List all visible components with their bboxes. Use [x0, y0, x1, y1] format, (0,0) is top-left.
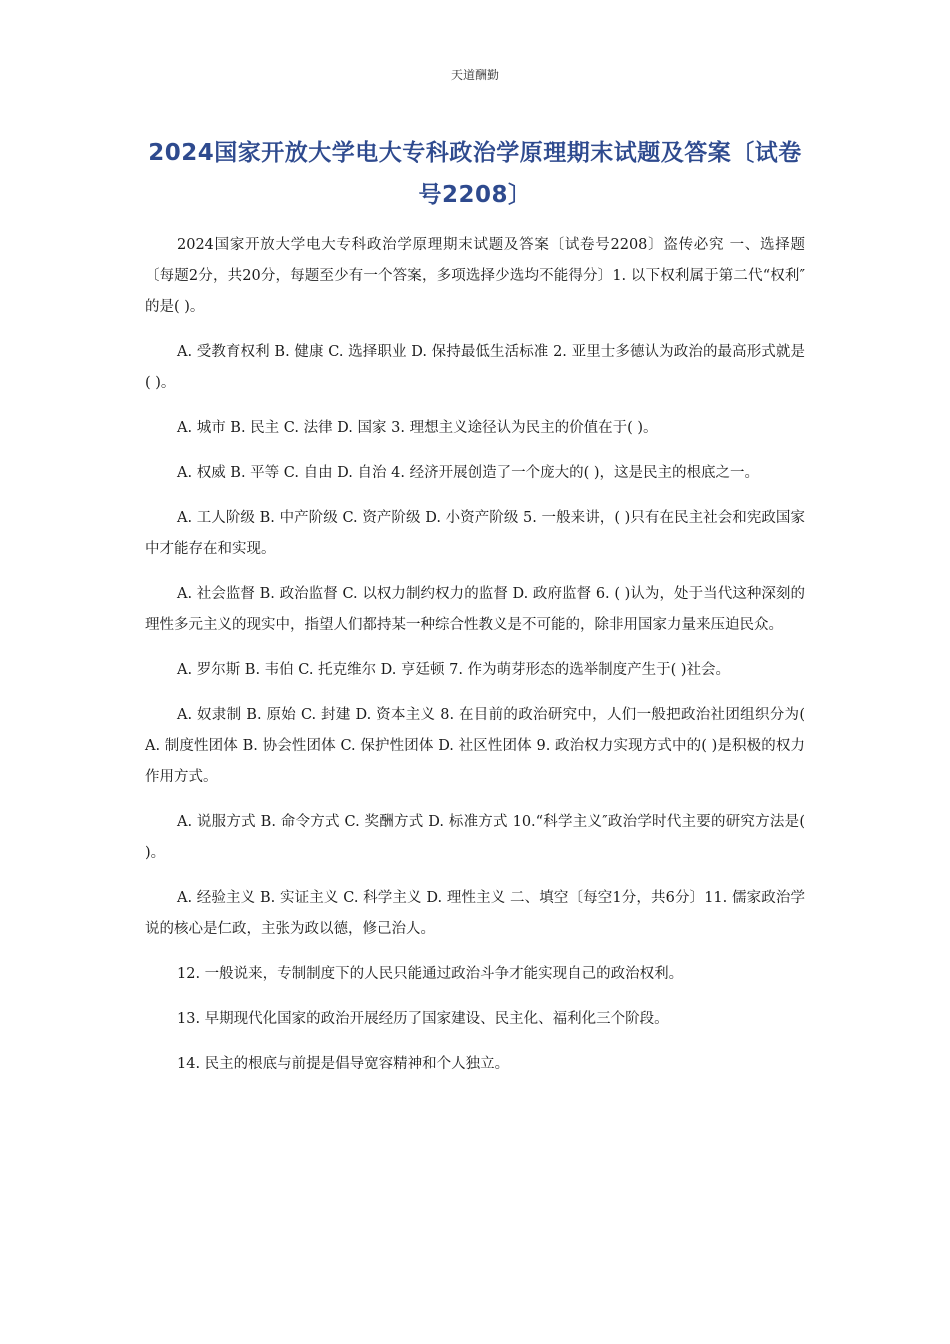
document-title: [145, 132, 805, 216]
paragraph: 12. 一般说来，专制制度下的人民只能通过政治斗争才能实现自己的政治权利。: [177, 966, 684, 982]
paragraph: 13. 早期现代化国家的政治开展经历了国家建设、民主化、福利化三个阶段。: [177, 1011, 669, 1027]
paragraph: A. 经验主义 B. 实证主义 C. 科学主义 D. 理性主义 二、填空〔每空1分，共6分〕11. 儒家政治学说的核心是仁政，主张为政以德，修己治人。: [145, 890, 805, 937]
title-line-1: 2024国家开放大学电大专科政治学原理期末试题及答案〔试卷: [148, 140, 802, 166]
document-body: [145, 230, 805, 1094]
paragraph: A. 奴隶制 B. 原始 C. 封建 D. 资本主义 8. 在目前的政治研究中，人们一般把政治社团组织分为( A. 制度性团体 B. 协会性团体 C. 保护性团体 D. 社区性团体 9. 政治权力实现方式中的( )是积极的权力作用方式。: [145, 707, 805, 785]
paragraph: A. 社会监督 B. 政治监督 C. 以权力制约权力的监督 D. 政府监督 6. ( )认为，处于当代这种深刻的理性多元主义的现实中，指望人们都持某一种综合性教义是不可能的，除非用国家力量来压迫民众。: [145, 586, 805, 633]
paragraph: 14. 民主的根底与前提是倡导宽容精神和个人独立。: [177, 1056, 510, 1072]
paragraph: A. 权威 B. 平等 C. 自由 D. 自治 4. 经济开展创造了一个庞大的( )，这是民主的根底之一。: [177, 465, 759, 481]
paragraph: A. 说服方式 B. 命令方式 C. 奖酬方式 D. 标准方式 10.“科学主义″政治学时代主要的研究方法是( )。: [145, 814, 805, 861]
paragraph: A. 受教育权利 B. 健康 C. 选择职业 D. 保持最低生活标准 2. 亚里士多德认为政治的最高形式就是( )。: [145, 344, 805, 391]
paragraph: A. 工人阶级 B. 中产阶级 C. 资产阶级 D. 小资产阶级 5. 一般来讲，( )只有在民主社会和宪政国家中才能存在和实现。: [145, 510, 805, 557]
paragraph: A. 罗尔斯 B. 韦伯 C. 托克维尔 D. 亨廷顿 7. 作为萌芽形态的选举制度产生于( )社会。: [177, 662, 730, 678]
title-line-2: 号2208〕: [418, 182, 532, 208]
paragraph: A. 城市 B. 民主 C. 法律 D. 国家 3. 理想主义途径认为民主的价值在于( )。: [177, 420, 658, 436]
paragraph: 2024国家开放大学电大专科政治学原理期末试题及答案〔试卷号2208〕盗传必究 一、选择题〔每题2分，共20分，每题至少有一个答案，多项选择少选均不能得分〕1. 以下权利属于第二代“权利″的是( )。: [145, 237, 805, 315]
page-header: 天道酬勤: [450, 68, 499, 82]
